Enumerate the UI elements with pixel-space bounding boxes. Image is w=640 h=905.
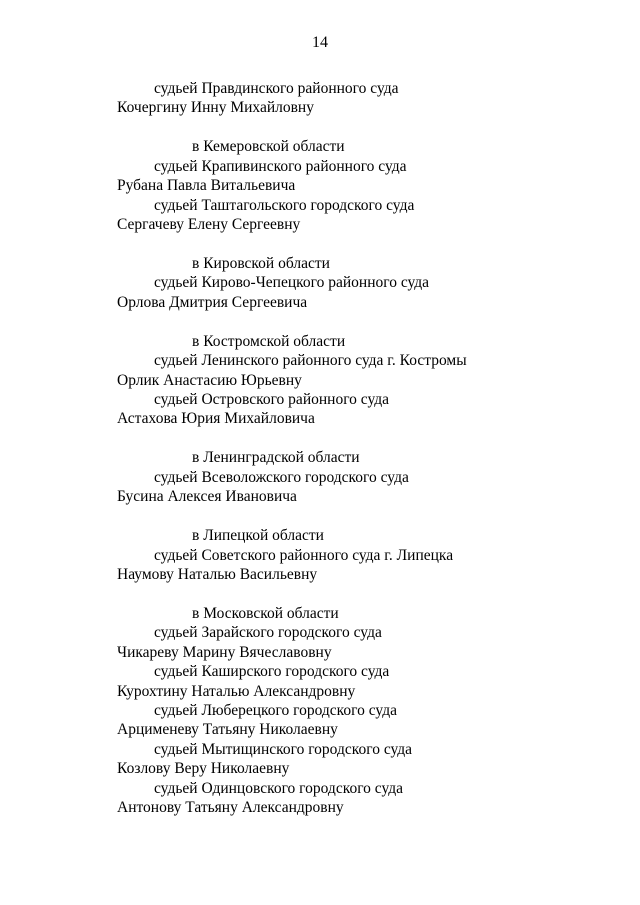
region-heading: в Костромской области xyxy=(192,332,346,350)
court-line: судьей Зарайского городского суда xyxy=(154,624,382,642)
paragraph-gap xyxy=(117,507,597,526)
paragraph-gap xyxy=(117,118,597,137)
court-line: судьей Кирово-Чепецкого районного суда xyxy=(154,274,430,292)
judge-name: Курохтину Наталью Александровну xyxy=(117,682,356,700)
court-line: судьей Одинцовского городского суда xyxy=(154,779,404,797)
court-line: судьей Таштагольского городского суда xyxy=(154,196,415,214)
page-number: 14 xyxy=(312,34,328,51)
court-line: судьей Островского районного суда xyxy=(154,391,390,408)
region-heading: в Московской области xyxy=(192,604,339,622)
paragraph-gap xyxy=(117,429,597,448)
court-line: судьей Всеволожского городского суда xyxy=(154,468,409,486)
judge-name: Орлова Дмитрия Сергеевича xyxy=(117,293,308,311)
court-line: судьей Мытищинского городского суда xyxy=(154,740,413,758)
court-line: судьей Советского районного суда г. Липецка xyxy=(154,546,454,564)
judge-name: Арцименеву Татьяну Николаевну xyxy=(117,721,338,739)
judge-name: Антонову Татьяну Александровну xyxy=(117,799,344,817)
region-heading: в Ленинградской области xyxy=(192,449,360,467)
judge-name: Чикареву Марину Вячеславовну xyxy=(117,643,332,661)
judge-name: Наумову Наталью Васильевну xyxy=(117,565,318,583)
judge-name: Рубана Павла Витальевича xyxy=(117,177,296,195)
judge-name: Орлик Анастасию Юрьевну xyxy=(117,371,302,389)
paragraph-gap xyxy=(117,584,597,603)
region-heading: в Кировской области xyxy=(192,254,330,272)
court-line: судьей Каширского городского суда xyxy=(154,663,390,681)
region-heading: в Липецкой области xyxy=(192,527,324,545)
paragraph-gap xyxy=(117,235,597,254)
judge-name: Кочергину Инну Михайловну xyxy=(117,99,314,117)
paragraph-gap xyxy=(117,312,597,331)
document-body xyxy=(117,79,597,818)
court-line: судьей Правдинского районного суда xyxy=(154,80,399,97)
court-line: судьей Крапивинского районного суда xyxy=(154,157,407,175)
court-line: судьей Люберецкого городского суда xyxy=(154,702,397,719)
region-heading: в Кемеровской области xyxy=(192,138,345,156)
court-line: судьей Ленинского районного суда г. Костромы xyxy=(154,352,467,370)
judge-name: Бусина Алексея Ивановича xyxy=(117,488,297,506)
judge-name: Козлову Веру Николаевну xyxy=(117,760,290,778)
judge-name: Сергачеву Елену Сергеевну xyxy=(117,216,301,234)
judge-name: Астахова Юрия Михайловича xyxy=(117,410,315,428)
